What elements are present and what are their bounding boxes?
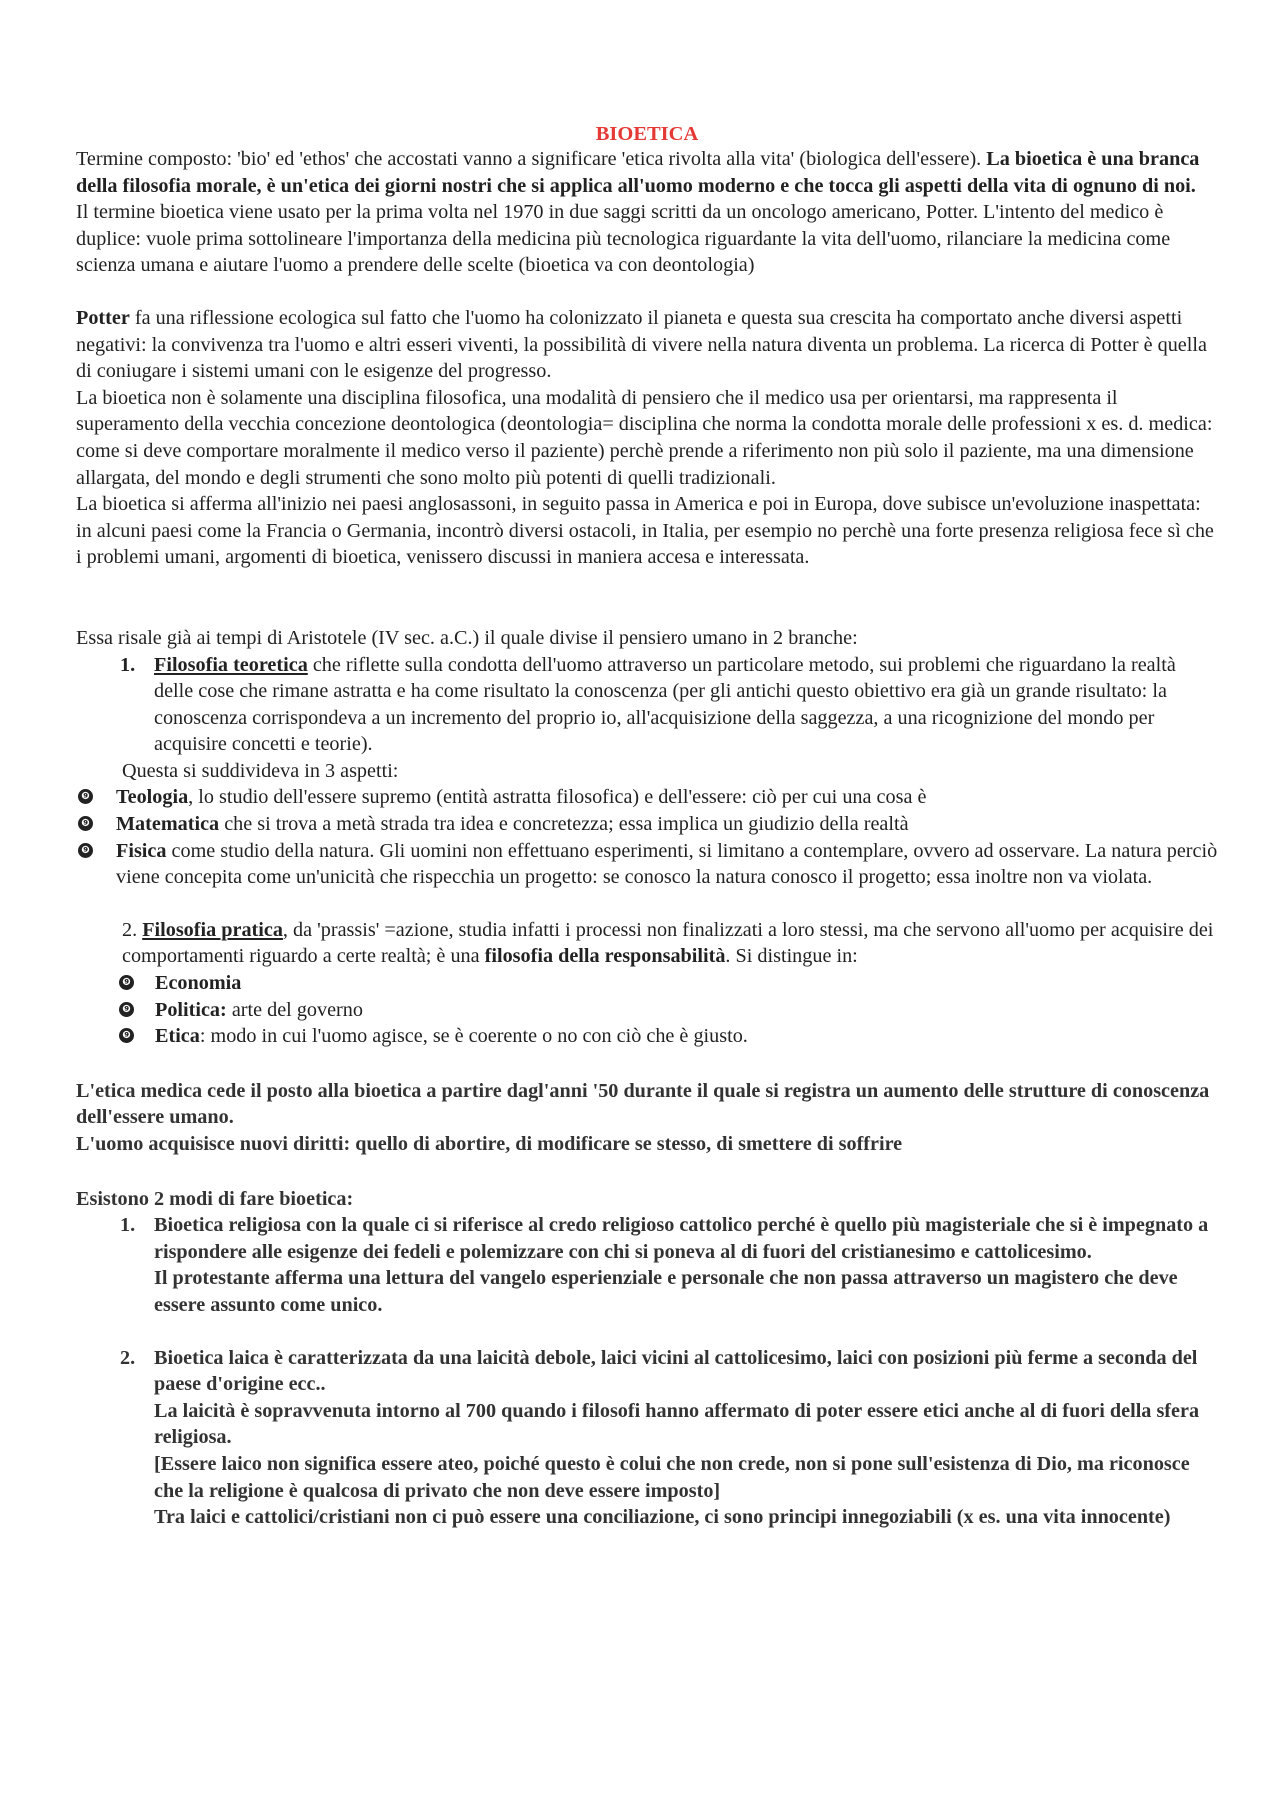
list-number: 1. (120, 653, 136, 676)
bullet-icon: ❾ (119, 1002, 134, 1017)
aspect-label: Teologia (116, 786, 189, 809)
pratica-bold: filosofia della responsabilità (484, 945, 726, 968)
potter-intro-paragraph: Il termine bioetica viene usato per la prima volta nel 1970 in due saggi scritti da un oncologo americano, Potter. L'intento del medico è duplice: vuole prima sottolineare l'importanza della medicina più tecnologica riguardante la vita dell'uomo, rilanciare la medicina come scienza umana e aiutare l'uomo a prendere delle scelte (bioetica va con deontologia) (76, 201, 1171, 277)
list-item (120, 1212, 1218, 1318)
etica-medica-section (76, 1078, 1218, 1531)
branches-list (76, 652, 1218, 758)
pratica-list (76, 970, 1218, 1050)
list-item (81, 811, 1218, 838)
aspect-text: , lo studio dell'essere supremo (entità astratta filosofica) e dell'essere: ciò per cui una cosa è (188, 786, 927, 809)
pratica-item-label: Economia (155, 972, 242, 995)
intro-text: Termine composto: 'bio' ed 'ethos' che accostati vanno a significare 'etica rivolta alla vita' (biologica dell'essere). (76, 148, 987, 170)
potter-text: fa una riflessione ecologica sul fatto che l'uomo ha colonizzato il pianeta e questa sua crescita ha comportato anche diversi aspetti negativi: la convivenza tra l'uomo e altri esseri viventi, la possibilità di vivere nella natura diventa un problema. La ricerca di Potter è quella di coniugare i sistemi umani con le esigenze del progresso. (76, 306, 1207, 383)
pratica-paragraph (76, 917, 1218, 970)
list-item (81, 784, 1218, 811)
modi-list (76, 1212, 1218, 1531)
etica-medica-paragraph: L'etica medica cede il posto alla bioetica a partire dagl'anni '50 durante il quale si registra un aumento delle strutture di conoscenza dell'essere umano. (76, 1079, 1210, 1129)
teoretica-text: che riflette sulla condotta dell'uomo attraverso un particolare metodo, sui problemi che riguardano la realtà delle cose che rimane astratta e ha come risultato la conoscenza (per gli antichi questo obiettivo era già un grande risultato: la conoscenza corrispondeva a un incremento del proprio io, all'acquisizione della saggezza, a una ricognizione del mondo per acquisire concetti e teorie). (154, 653, 1176, 756)
pratica-item-label: Politica: (155, 998, 227, 1021)
bullet-icon: ❾ (78, 816, 93, 831)
list-item (81, 838, 1218, 891)
aspect-text: come studio della natura. Gli uomini non effettuano esperimenti, si limitano a contemplare, ovvero ad osservare. La natura perciò viene concepita come un'unicità che rispecchia un progetto: se conosco la natura conosco il progetto; essa inoltre non va violata. (116, 839, 1218, 889)
aspect-label: Matematica (116, 813, 220, 836)
list-number: 1. (120, 1214, 136, 1237)
list-item (120, 652, 1218, 758)
modi-intro: Esistono 2 modi di fare bioetica: (76, 1187, 354, 1210)
bullet-icon: ❾ (119, 975, 134, 990)
list-number: 2. (120, 1346, 136, 1369)
list-item (120, 1345, 1218, 1531)
modi-line: Bioetica laica è caratterizzata da una laicità debole, laici vicini al cattolicesimo, laici con posizioni più ferme a seconda del paese d'origine ecc.. (154, 1346, 1198, 1396)
aspects-intro: Questa si suddivideva in 3 aspetti: (122, 759, 399, 782)
list-item (122, 970, 1218, 997)
aspects-list (76, 784, 1218, 890)
page-title: BIOETICA (595, 123, 699, 145)
pratica-text-end: . Si distingue in: (725, 945, 858, 968)
bullet-icon: ❾ (78, 843, 93, 858)
aspect-text: che si trova a metà strada tra idea e concretezza; essa implica un giudizio della realtà (219, 813, 909, 836)
list-item (122, 1023, 1218, 1050)
teoretica-label: Filosofia teoretica (154, 653, 308, 676)
list-item (122, 997, 1218, 1024)
pratica-item-text: : modo in cui l'uomo agisce, se è coerente o no con ciò che è giusto. (199, 1025, 748, 1048)
modi-line: Il protestante afferma una lettura del vangelo esperienziale e personale che non passa attraverso un magistero che deve essere assunto come unico. (154, 1267, 1178, 1316)
pratica-item-text: arte del governo (226, 998, 363, 1021)
intro-bold-text: La bioetica è una branca della filosofia morale, è un'etica dei giorni nostri che si applica all'uomo moderno e che tocca gli aspetti della vita di ognuno di noi. (76, 148, 1200, 197)
modi-line: Bioetica religiosa con la quale ci si riferisce al credo religioso cattolico perché è quello più magisteriale che si è impegnato a rispondere alle esigenze dei fedeli e polemizzare con chi si poneva al di fuori del cristianesimo e cattolicesimo. (154, 1214, 1209, 1263)
pratica-label: Filosofia pratica (142, 918, 283, 941)
list-number: 2. (122, 918, 138, 941)
diritti-paragraph: L'uomo acquisisce nuovi diritti: quello di abortire, di modificare se stesso, di smettere di soffrire (76, 1133, 903, 1155)
potter-paragraph (76, 305, 1218, 385)
intro-paragraph (76, 146, 1218, 199)
modi-line: [Essere laico non significa essere ateo, poiché questo è colui che non crede, non si pone sull'esistenza di Dio, ma riconosce che la religione è qualcosa di privato che non deve essere imposto] (154, 1452, 1190, 1502)
aristotele-intro: Essa risale già ai tempi di Aristotele (IV sec. a.C.) il quale divise il pensiero umano in 2 branche: (76, 626, 858, 649)
pratica-item-label: Etica (155, 1025, 200, 1048)
bullet-icon: ❾ (78, 789, 93, 804)
modi-line: La laicità è sopravvenuta intorno al 700 quando i filosofi hanno affermato di poter essere etici anche al di fuori della sfera religiosa. (154, 1399, 1200, 1449)
deontology-paragraph: La bioetica non è solamente una disciplina filosofica, una modalità di pensiero che il medico usa per orientarsi, ma rappresenta il superamento della vecchia concezione deontologica (deontologia= disciplina che norma la condotta morale delle professioni x es. d. medica: come si deve comportare moralmente il medico verso il paziente) perchè prende a riferimento non più solo il paziente, ma una dimensione allargata, del mondo e degli strumenti che sono molto più potenti di quelli tradizionali. (76, 386, 1213, 489)
pratica-text: , da 'prassis' =azione, studia infatti i processi non finalizzati a loro stessi, ma che servono all'uomo per acquisire dei comportamenti riguardo a certe realtà; è una (122, 918, 1214, 968)
history-paragraph: La bioetica si afferma all'inizio nei paesi anglosassoni, in seguito passa in America e poi in Europa, dove subisce un'evoluzione inaspettata: in alcuni paesi come la Francia o Germania, incontrò diversi ostacoli, in Italia, per esempio no perchè una forte presenza religiosa fece sì che i problemi umani, argomenti di bioetica, venissero discussi in maniera accesa e interessata. (76, 493, 1214, 569)
bullet-icon: ❾ (119, 1028, 134, 1043)
aspect-label: Fisica (116, 839, 167, 862)
potter-name: Potter (76, 306, 130, 329)
modi-line: Tra laici e cattolici/cristiani non ci può essere una conciliazione, ci sono principi innegoziabili (x es. una vita innocente) (154, 1506, 1171, 1529)
